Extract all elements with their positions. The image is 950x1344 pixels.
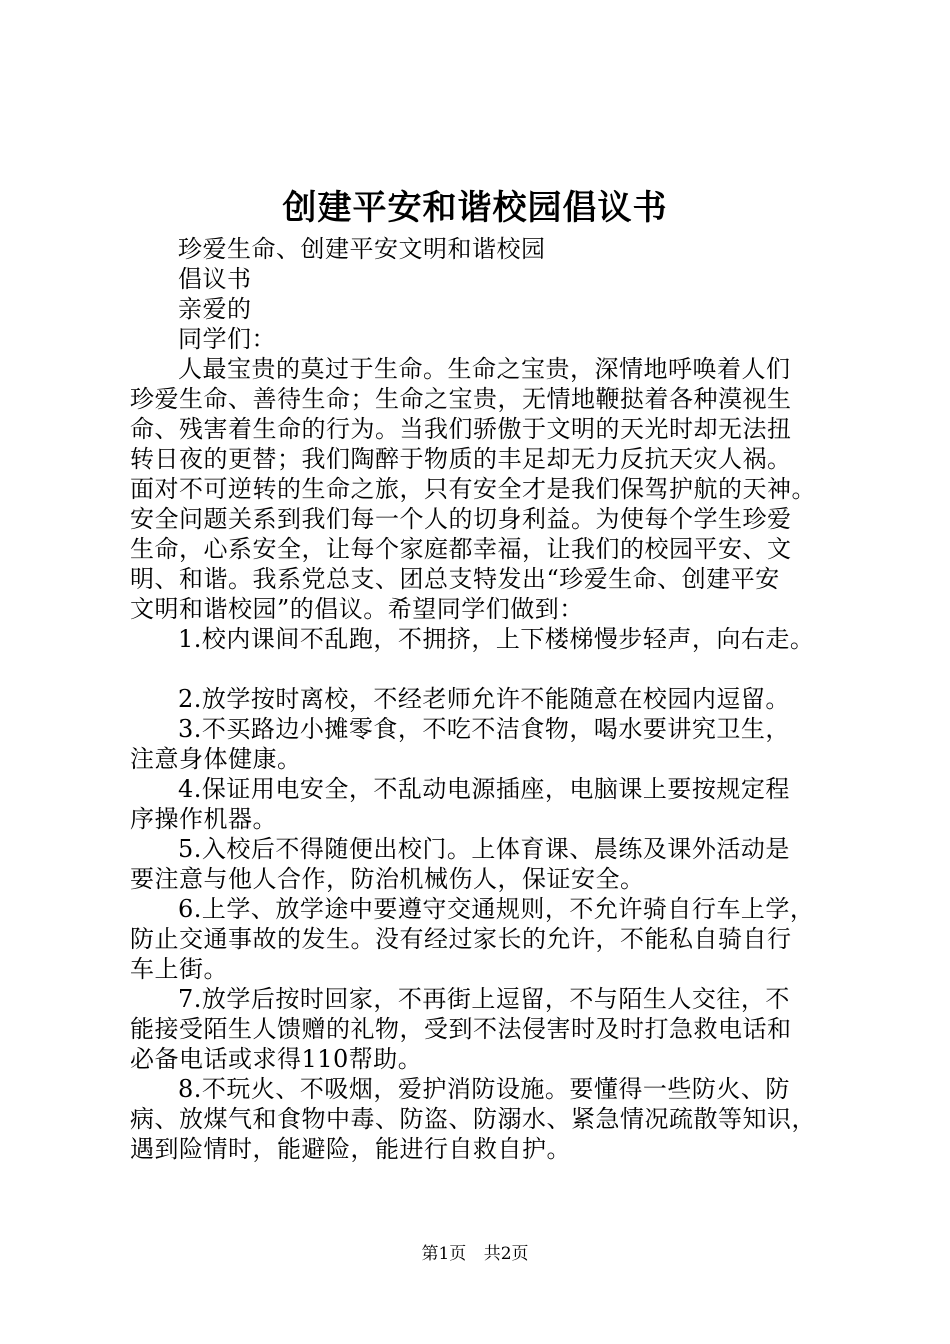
list-item-line: 病、放煤气和食物中毒、防盗、防溺水、紧急情况疏散等知识， — [130, 1105, 816, 1133]
list-item — [130, 1074, 840, 1164]
list-item — [130, 834, 840, 894]
paragraph-line: 生命，心系安全，让每个家庭都幸福，让我们的校园平安、文 — [130, 535, 792, 563]
salutation-line: 亲爱的 — [178, 295, 252, 323]
list-item-line: 注意身体健康。 — [130, 745, 302, 773]
list-item-line: 防止交通事故的发生。没有经过家长的允许，不能私自骑自行 — [130, 925, 792, 953]
page-total: 共2页 — [483, 1244, 529, 1264]
paragraph-line: 珍爱生命、善待生命；生命之宝贵，无情地鞭挞着各种漠视生 — [130, 385, 792, 413]
list-item-line: 车上街。 — [130, 955, 228, 983]
list-item-line: 5.入校后不得随便出校门。上体育课、晨练及课外活动是 — [178, 835, 790, 863]
list-item-line: 序操作机器。 — [130, 805, 277, 833]
list-item-line: 遇到险情时，能避险，能进行自救自护。 — [130, 1135, 571, 1163]
list-item — [130, 774, 840, 834]
list-item-line: 6.上学、放学途中要遵守交通规则，不允许骑自行车上学， — [178, 895, 815, 923]
list-item — [130, 894, 840, 984]
paragraph-line: 文明和谐校园”的倡议。希望同学们做到： — [130, 595, 584, 623]
page-footer — [0, 1242, 950, 1266]
paragraph-line: 面对不可逆转的生命之旅，只有安全才是我们保驾护航的天神。 — [130, 475, 816, 503]
page-title: 创建平安和谐校园倡议书 — [282, 188, 668, 228]
paragraph-line: 人最宝贵的莫过于生命。生命之宝贵，深情地呼唤着人们 — [178, 355, 791, 383]
list-item — [130, 714, 840, 774]
list-item — [130, 984, 840, 1074]
list-item-line: 4.保证用电安全，不乱动电源插座，电脑课上要按规定程 — [178, 775, 790, 803]
intro-paragraph — [130, 354, 840, 624]
list-item-line: 必备电话或求得110帮助。 — [130, 1045, 423, 1073]
paragraph-line: 明、和谐。我系党总支、团总支特发出“珍爱生命、创建平安 — [130, 565, 780, 593]
page-number: 第1页 — [421, 1244, 467, 1264]
salutation-line: 同学们： — [178, 325, 276, 353]
list-item-line: 要注意与他人合作，防治机械伤人，保证安全。 — [130, 865, 645, 893]
list-item-line: 1.校内课间不乱跑，不拥挤，上下楼梯慢步轻声，向右走。 — [178, 625, 815, 653]
list-item-line: 8.不玩火、不吸烟，爱护消防设施。要懂得一些防火、防 — [178, 1075, 790, 1103]
document-body — [130, 234, 840, 1164]
paragraph-line: 命、残害着生命的行为。当我们骄傲于文明的天光时却无法扭 — [130, 415, 792, 443]
list-item — [130, 624, 840, 654]
paragraph-line: 安全问题关系到我们每一个人的切身利益。为使每个学生珍爱 — [130, 505, 792, 533]
blank-line — [130, 654, 840, 684]
subtitle-line: 珍爱生命、创建平安文明和谐校园 — [178, 235, 546, 263]
paragraph-line: 转日夜的更替；我们陶醉于物质的丰足却无力反抗天灾人祸。 — [130, 445, 792, 473]
list-item-line: 能接受陌生人馈赠的礼物，受到不法侵害时及时打急救电话和 — [130, 1015, 792, 1043]
list-item-line: 3.不买路边小摊零食，不吃不洁食物，喝水要讲究卫生， — [178, 715, 790, 743]
subtitle-line: 倡议书 — [178, 265, 252, 293]
list-item-line: 2.放学按时离校，不经老师允许不能随意在校园内逗留。 — [178, 685, 790, 713]
list-item-line: 7.放学后按时回家，不再街上逗留，不与陌生人交往，不 — [178, 985, 790, 1013]
list-item — [130, 684, 840, 714]
